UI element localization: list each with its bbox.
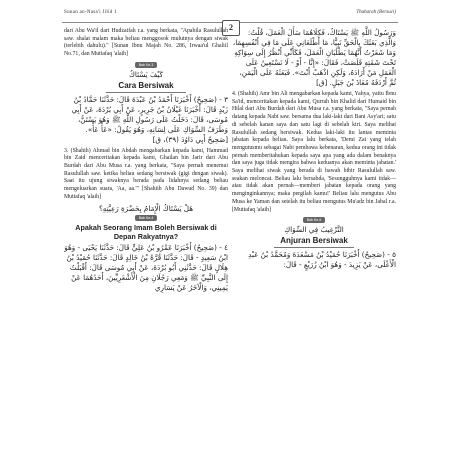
page-number: 2: [222, 20, 240, 36]
section-arabic-title: التَّرْغِيبُ فِي السِّوَاكِ: [284, 225, 344, 235]
section-heading-bab-5: [232, 217, 396, 248]
running-header-left: Sunan an-Nasa'i Jilid 1: [64, 10, 117, 15]
section-title: Apakah Seorang Imam Boleh Bersiwak di Depan Rakyatnya?: [75, 223, 217, 242]
section-rule: [106, 92, 186, 93]
section-heading-bab-4: [64, 204, 228, 241]
right-column: [232, 28, 396, 270]
hadith-4-translation: 4. (Shahih) Amr bin Ali mengabarkan kepada kami, Yahya, yaitu Ibnu Sa'id, menceritakan kepada kami, Qurrah bin Khalid dari Humaid bin Hilal dari Abu Burdah dari Abu Musa r.a. yang berkata, "Saya pernah datang kepada Nabi saw. bersama dua laki-laki dari Bani Asy'ari; satu di sebelah kanan saya dan satu lagi di sebelah kiri. Saya melihat Rasulullah sedang bersiwak. Kedua laki-laki itu lantas meminta jabatan kepada beliau. Saya lalu berkata, 'Demi Zat yang telah mengutusmu sebagai Nabi pembawa kebenaran, kedua orang ini tidak pernah memberitahukan kepada saya apa yang ada dalam benaknya dan saya juga tidak mengira bahwa keduanya akan meminta jabatan.' Saya melihat siwak yang berada di bawah bibir Rasulullah saw. seakan meloncat. Beliau lalu bersabda, 'Sesungguhnya kami tidak—atau tidak akan pernah—memberi jabatan kepada orang yang menginginkannya; maka pergilah kamu!' Beliau lalu mengutus Abu Musa ke Yaman dan setelah itu beliau mengutus Mu'adz bin Jabal r.a. [Muttafaq 'alaih]: [232, 91, 396, 213]
section-heading-bab-3: [64, 62, 228, 93]
section-tag: Bab Ke-5: [303, 217, 325, 223]
running-header-right: Thaharah (Bersuci): [356, 10, 396, 15]
section-title: Anjuran Bersiwak: [280, 235, 348, 245]
hadith-3-translation: 3. (Shahih) Ahmad bin Abdah mengabarkan kepada kami, Hammad bin Zaid menceritakan kepada kami, Ghailan bin Jarir dari Abu Burdah dari Abu Musa r.a. yang berkata, "Saya pernah menemui Rasulullah saw. ketika beliau sedang bersiwak (gigi dengan siwak). Saat itu ujung siwaknya berada pada lidahnya sedang beliau mengeluarkan suara, 'Aa, aa.'" [Shahiih Abu Dawud No. 39) dan Muttafaq 'alaih]: [64, 147, 228, 200]
left-column: [64, 28, 228, 293]
hadith-4-arabic: ٤ - (صَحِيحٌ) أَخْبَرَنَا عَمْرُو بْنُ عَلِيٍّ قَالَ: حَدَّثَنَا يَحْيَى - وَهُوَ ابْنُ سَعِيدٍ - قَالَ: حَدَّثَنَا قُرَّةُ بْنُ خَالِدٍ قَالَ: حَدَّثَنَا حُمَيْدُ بْنُ هِلَالٍ قَالَ: حَدَّثَنِي أَبُو بُرْدَةَ، عَنْ أَبِي مُوسَى قَالَ: أَقْبَلْتُ إِلَى النَّبِيِّ ﷺ وَمَعِي رَجُلَانِ مِنَ الْأَشْعَرِيِّينَ، أَحَدُهُمَا عَنْ يَمِينِي، وَالْآخَرُ عَنْ يَسَارِي: [64, 243, 228, 293]
section-rule: [274, 247, 354, 248]
section-title: Cara Bersiwak: [118, 80, 174, 90]
paragraph-hadith-2-end: dari Abu Wa'il dari Hudzaifah r.a. yang berkata, "Apabila Rasulullah saw. shalat malam maka beliau menggosok mulutnya dengan siwak (terlebih dahulu)." [Sunan Ibnu Majah No. 286, Irwaa'ul Ghaliil No.71, dan Muttafaq 'alaih]: [64, 28, 228, 58]
section-tag: Bab Ke-4: [135, 215, 157, 221]
section-tag: Bab Ke-3: [135, 62, 157, 68]
hadith-5-arabic: ٥ - (صَحِيحٌ) أَخْبَرَنَا حُمَيْدُ بْنُ مَسْعَدَةَ وَمُحَمَّدُ بْنُ عَبْدِ الْأَعْلَى، عَنْ يَزِيدَ - وَهُوَ ابْنُ زُرَيْعٍ - قَالَ:: [248, 249, 396, 269]
section-arabic-title: كَيْفَ يَسْتَاكُ: [128, 69, 163, 79]
hadith-4-arabic-continued: وَرَسُولُ اللَّهِ ﷺ يَسْتَاكُ، فَكِلَاهُمَا سَأَلَ الْعَمَلَ، قُلْتُ: وَالَّذِي بَعَثَكَ بِالْحَقِّ نَبِيًّا، مَا أَطْلَعَانِي عَلَى مَا فِي أَنْفُسِهِمَا، وَمَا شَعَرْتُ أَنَّهُمَا يَطْلُبَانِ الْعَمَلَ، فَكَأَنِّي أَنْظُرُ إِلَى سِوَاكِهِ تَحْتَ شَفَتِهِ قَلَصَتْ، فَقَالَ: «إِنَّا - أَوْ - لَا نَسْتَعِينُ عَلَى الْعَمَلِ مَنْ أَرَادَهُ، وَلَكِنِ اذْهَبْ أَنْتَ». فَبَعَثَهُ عَلَى الْيَمَنِ، ثُمَّ أَرْدَفَهُ مُعَاذَ بْنَ جَبَلٍ. [ق]: [232, 28, 396, 87]
hadith-3-arabic: ٣ - (صَحِيحٌ) أَخْبَرَنَا أَحْمَدُ بْنُ عَبْدَةَ قَالَ: حَدَّثَنَا حَمَّادُ بْنُ زَيْدٍ قَالَ: أَخْبَرَنَا غَيْلَانُ بْنُ جَرِيرٍ، عَنْ أَبِي بُرْدَةَ، عَنْ أَبِي مُوسَى، قَالَ: دَخَلْتُ عَلَى رَسُولِ اللَّهِ ﷺ وَهُوَ يَسْتَنُّ، وَطَرَفُ السِّوَاكِ عَلَى لِسَانِهِ، وَهُوَ يَقُولُ: «عَأْ عَأْ». [صَحِيحٌ أَبِي دَاوُدَ (٣٩)، ق]: [71, 94, 228, 144]
section-arabic-title: هَلْ يَسْتَاكُ الْإِمَامُ بِحَضْرَةِ رَعِيَّتِهِ؟: [98, 204, 194, 214]
